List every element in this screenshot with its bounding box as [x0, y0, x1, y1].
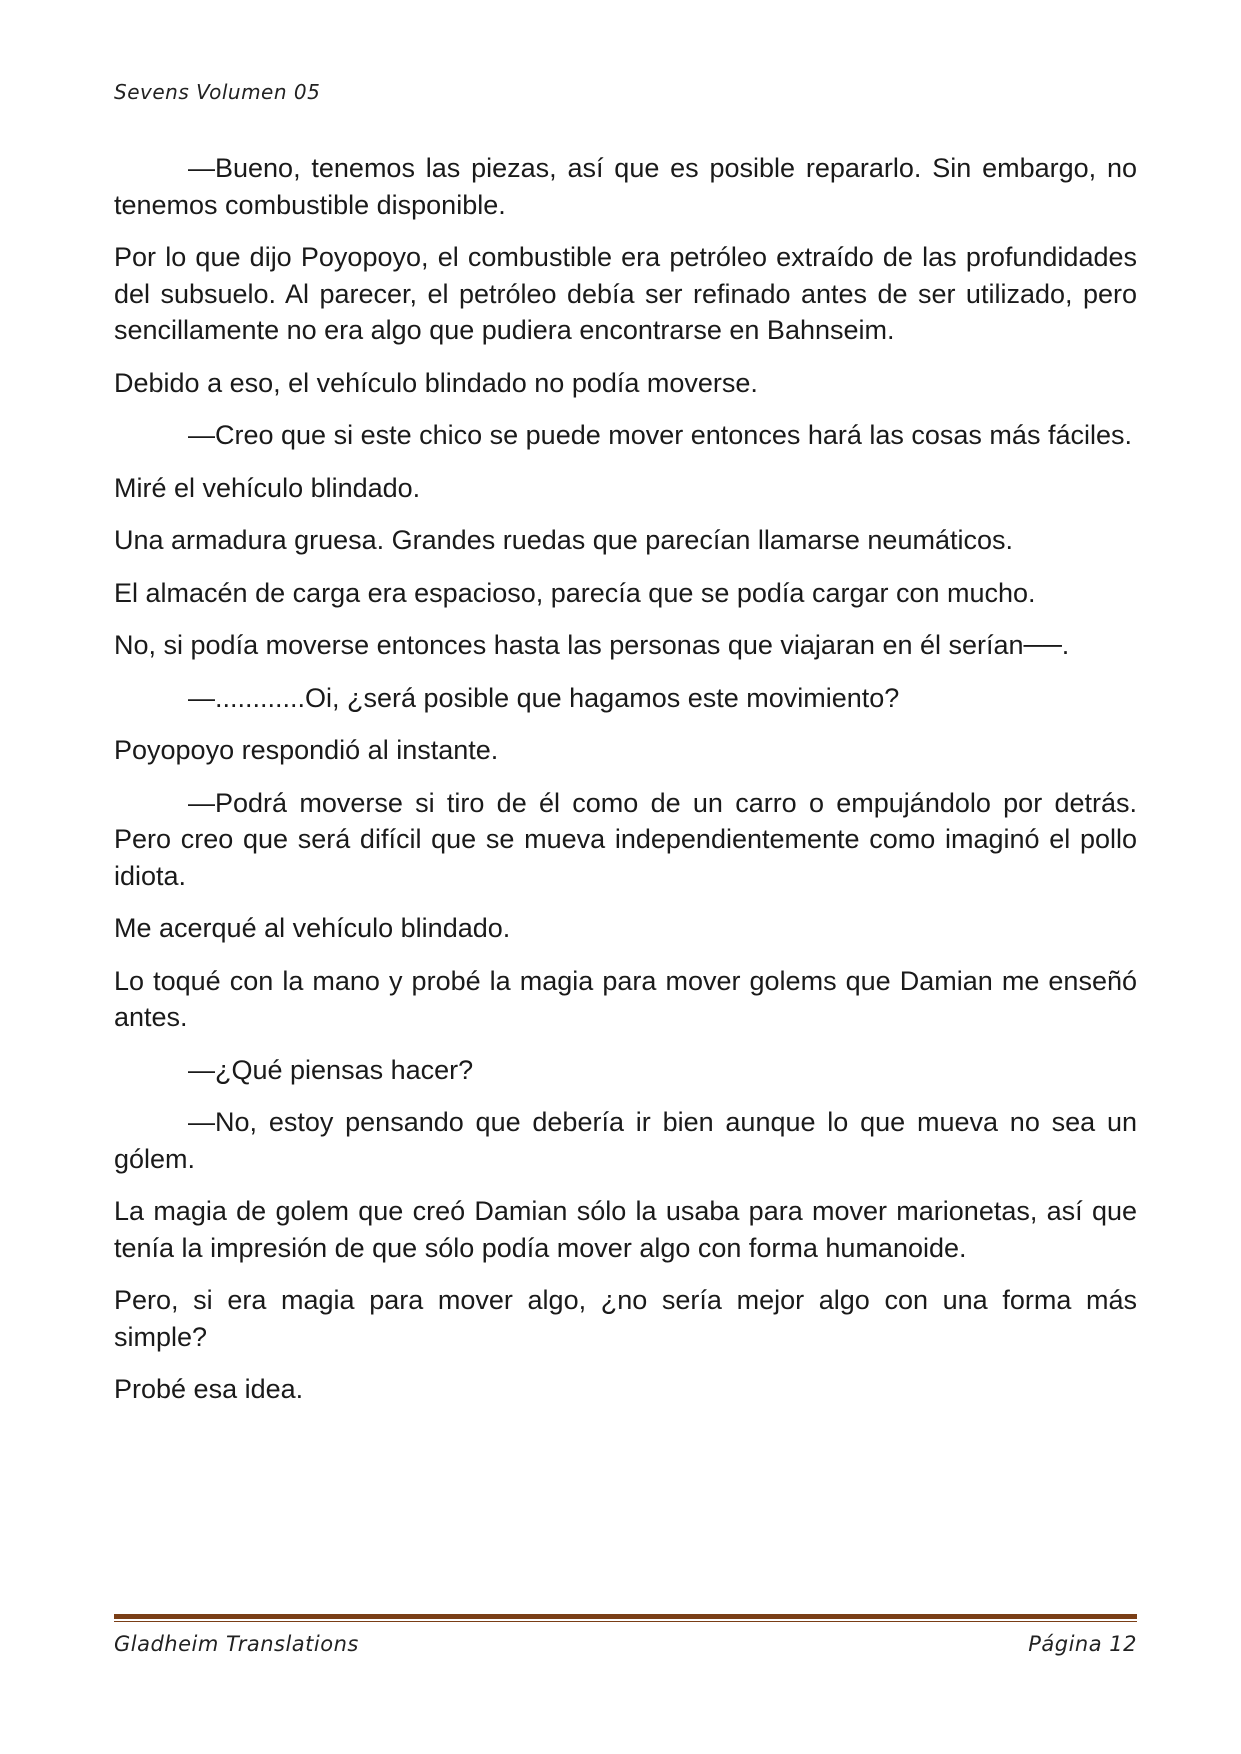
- paragraph-12: Me acerqué al vehículo blindado.: [114, 913, 511, 943]
- paragraph-14: —¿Qué piensas hacer?: [188, 1054, 474, 1085]
- paragraph-9: —............Oi, ¿será posible que hagamos este movimiento?: [188, 682, 900, 713]
- paragraph-7: El almacén de carga era espacioso, parecía que se podía cargar con mucho.: [114, 577, 1036, 608]
- paragraph-4: —Creo que si este chico se puede mover entonces hará las cosas más fáciles.: [188, 420, 1132, 450]
- paragraph-16: La magia de golem que creó Damian sólo la usaba para mover marionetas, así que tenía la impresión de que sólo podía mover algo con forma humanoide.: [114, 1196, 1137, 1263]
- paragraph-17: Pero, si era magia para mover algo, ¿no sería mejor algo con una forma más simple?: [114, 1285, 1137, 1352]
- running-header: Sevens Volumen 05: [114, 80, 321, 104]
- footer-publisher: Gladheim Translations: [114, 1632, 359, 1656]
- footer-rule-thin: [114, 1621, 1137, 1622]
- paragraph-13: Lo toqué con la mano y probé la magia para mover golems que Damian me enseñó antes.: [114, 965, 1137, 1032]
- paragraph-18: Probé esa idea.: [114, 1374, 304, 1404]
- paragraph-1: —Bueno, tenemos las piezas, así que es posible repararlo. Sin embargo, no tenemos combustible disponible.: [114, 153, 1137, 220]
- paragraph-11: —Podrá moverse si tiro de él como de un carro o empujándolo por detrás. Pero creo que será difícil que se mueva independientemente como imaginó el pollo idiota.: [114, 787, 1137, 891]
- paragraph-2: Por lo que dijo Poyopoyo, el combustible era petróleo extraído de las profundidades del subsuelo. Al parecer, el petróleo debía ser refinado antes de ser utilizado, pero sencillamente no era algo que pudiera encontrarse en Bahnseim.: [114, 242, 1137, 345]
- paragraph-15: —No, estoy pensando que debería ir bien aunque lo que mueva no sea un gólem.: [114, 1107, 1137, 1174]
- footer-rule: [114, 1614, 1137, 1623]
- paragraph-5: Miré el vehículo blindado.: [114, 472, 421, 503]
- footer-rule-thick: [114, 1614, 1137, 1619]
- paragraph-6: Una armadura gruesa. Grandes ruedas que parecían llamarse neumáticos.: [114, 525, 1013, 555]
- paragraph-8: No, si podía moverse entonces hasta las personas que viajaran en él serían──.: [114, 630, 1070, 660]
- footer-page-number: Página 12: [1028, 1632, 1137, 1656]
- paragraph-10: Poyopoyo respondió al instante.: [114, 735, 499, 765]
- body-text: [114, 150, 1137, 1424]
- paragraph-3: Debido a eso, el vehículo blindado no podía moverse.: [114, 367, 758, 398]
